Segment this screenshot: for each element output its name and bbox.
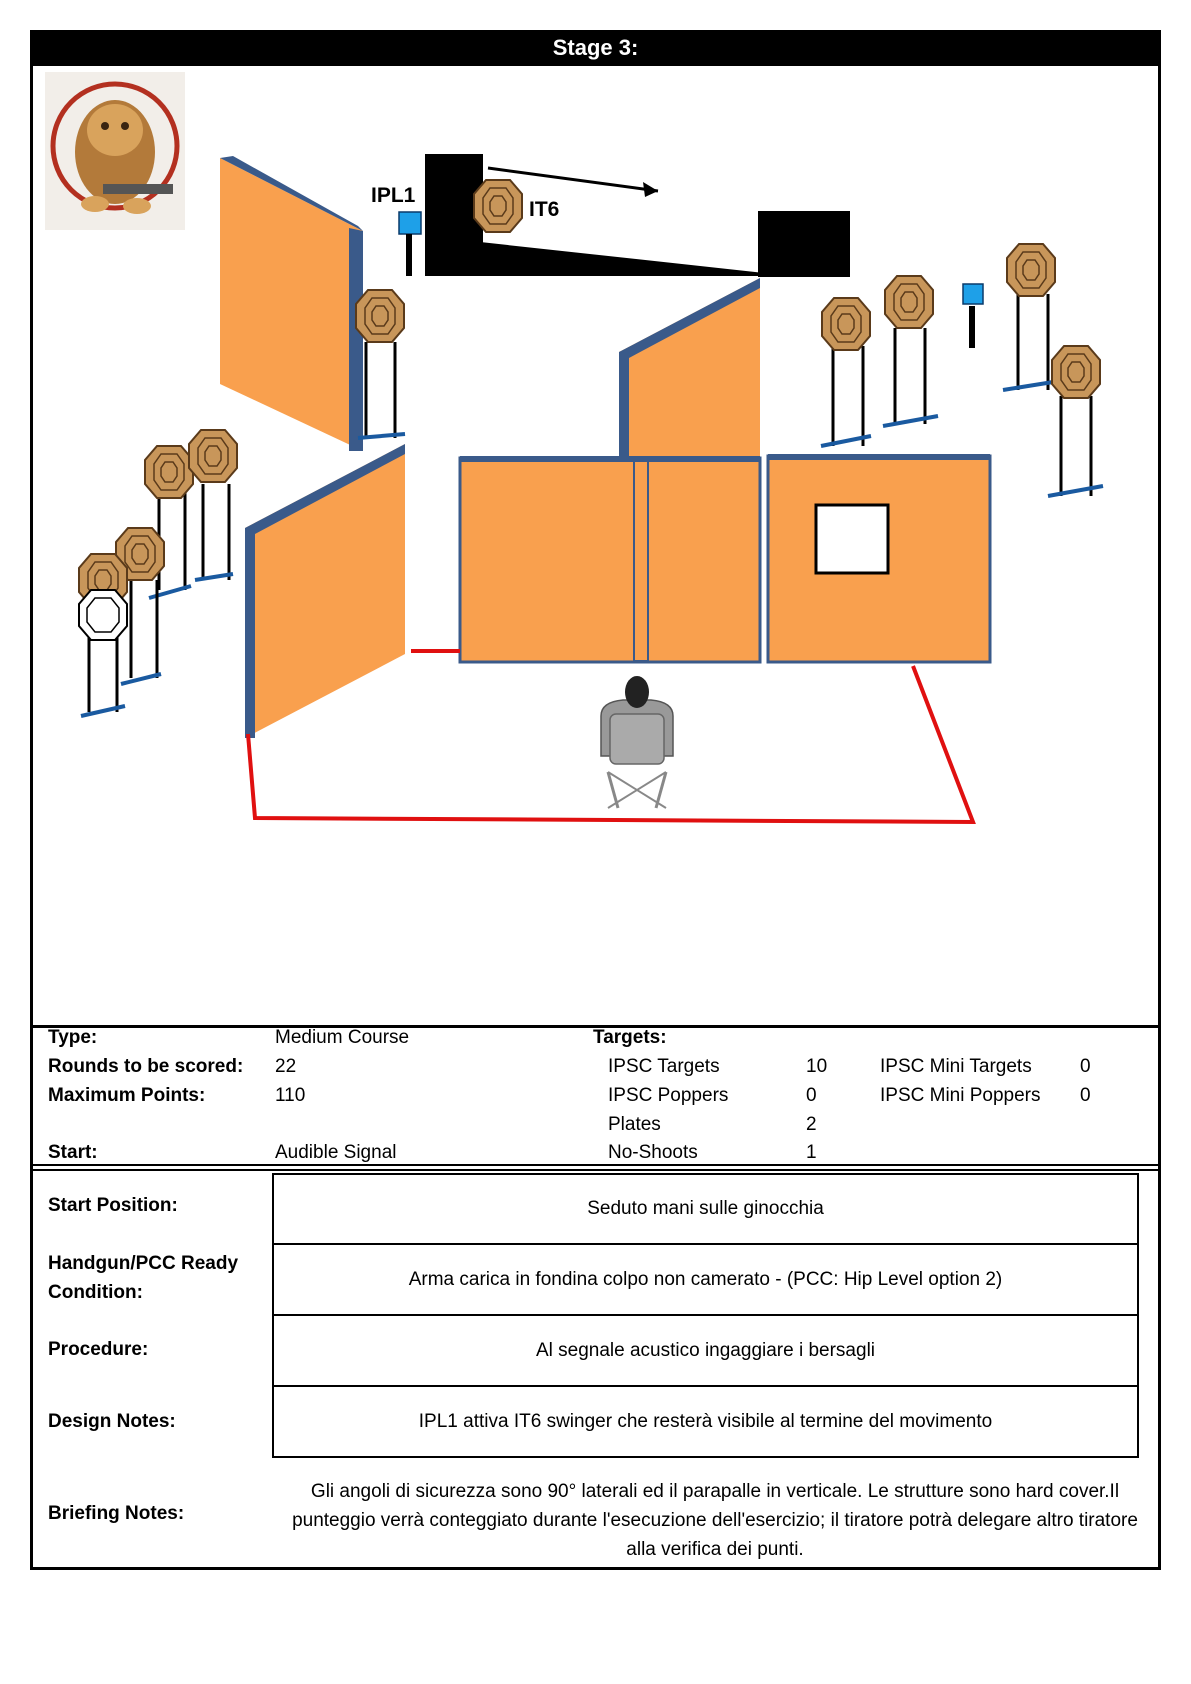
rounds-value: 22 <box>275 1056 297 1077</box>
wall-left-front <box>245 444 405 738</box>
mini-target-count: 0 <box>1080 1085 1091 1106</box>
stage-diagram <box>33 66 1158 1026</box>
type-value: Medium Course <box>275 1027 410 1048</box>
rounds-label: Rounds to be scored: <box>48 1056 244 1077</box>
procedure-box <box>272 1314 1139 1387</box>
target-type-name: No-Shoots <box>608 1142 698 1163</box>
wall-center-back <box>619 278 760 460</box>
design-notes-label: Design Notes: <box>48 1411 176 1432</box>
target-type-count: 0 <box>806 1085 817 1106</box>
briefing-notes-value: Gli angoli di sicurezza sono 90° laterali ed il parapalle in verticale. Le strutture sono hard cover.Il punteggio verrà conteggiato durante l'esecuzione dell'esercizio; il tiratore potrà delegare altro tiratore alla verifica dei punti. <box>292 1481 1138 1560</box>
design-notes-value: IPL1 attiva IT6 swinger che resterà visibile al termine del movimento <box>418 1410 993 1432</box>
wall-window <box>816 505 888 573</box>
target-type-count: 10 <box>806 1056 828 1077</box>
start-value: Audible Signal <box>275 1142 397 1163</box>
briefing-notes-label: Briefing Notes: <box>48 1503 185 1524</box>
section-divider-mid-2 <box>30 1169 1161 1171</box>
procedure-value: Al segnale acustico ingaggiare i bersagli <box>535 1339 876 1361</box>
target-type-count: 1 <box>806 1142 817 1163</box>
targets-label: Targets: <box>593 1027 667 1048</box>
start-position-box <box>272 1173 1139 1245</box>
targets-left <box>79 430 237 716</box>
target-left-back <box>356 290 405 438</box>
plate-right <box>963 284 983 304</box>
mini-target-name: IPSC Mini Targets <box>880 1056 1032 1077</box>
target-type-count: 2 <box>806 1114 817 1135</box>
start-label: Start: <box>48 1142 98 1163</box>
ready-condition-box <box>272 1243 1139 1316</box>
start-position-value: Seduto mani sulle ginocchia <box>587 1198 824 1219</box>
wall-right-front <box>768 454 990 662</box>
mini-target-count: 0 <box>1080 1056 1091 1077</box>
ready-condition-value: Arma carica in fondina colpo non camerato - (PCC: Hip Level option 2) <box>408 1268 1003 1290</box>
club-logo <box>45 72 185 230</box>
wall-left-back <box>220 156 363 451</box>
ipl1-label: IPL1 <box>371 184 416 207</box>
target-type-name: IPSC Poppers <box>608 1085 729 1106</box>
target-type-name: IPSC Targets <box>608 1056 720 1077</box>
max-points-value: 110 <box>275 1085 306 1106</box>
no-shoot-target <box>79 590 127 640</box>
section-divider-mid-1 <box>30 1164 1161 1166</box>
it6-label: IT6 <box>529 198 560 221</box>
start-position-label: Start Position: <box>48 1195 178 1216</box>
ready-condition-label-line1: Handgun/PCC Ready <box>48 1253 239 1274</box>
activator-ipl1 <box>399 212 421 276</box>
target-type-name: Plates <box>608 1114 661 1135</box>
wall-center-front <box>460 456 760 662</box>
design-notes-box <box>272 1385 1139 1458</box>
ready-condition-label-line2: Condition: <box>48 1282 143 1303</box>
stage-title: Stage 3: <box>30 30 1161 66</box>
procedure-label: Procedure: <box>48 1339 149 1360</box>
max-points-label: Maximum Points: <box>48 1085 206 1106</box>
mini-target-name: IPSC Mini Poppers <box>880 1085 1041 1106</box>
swinger-target-it6 <box>474 180 522 232</box>
seated-shooter <box>601 676 673 808</box>
type-label: Type: <box>48 1027 98 1048</box>
